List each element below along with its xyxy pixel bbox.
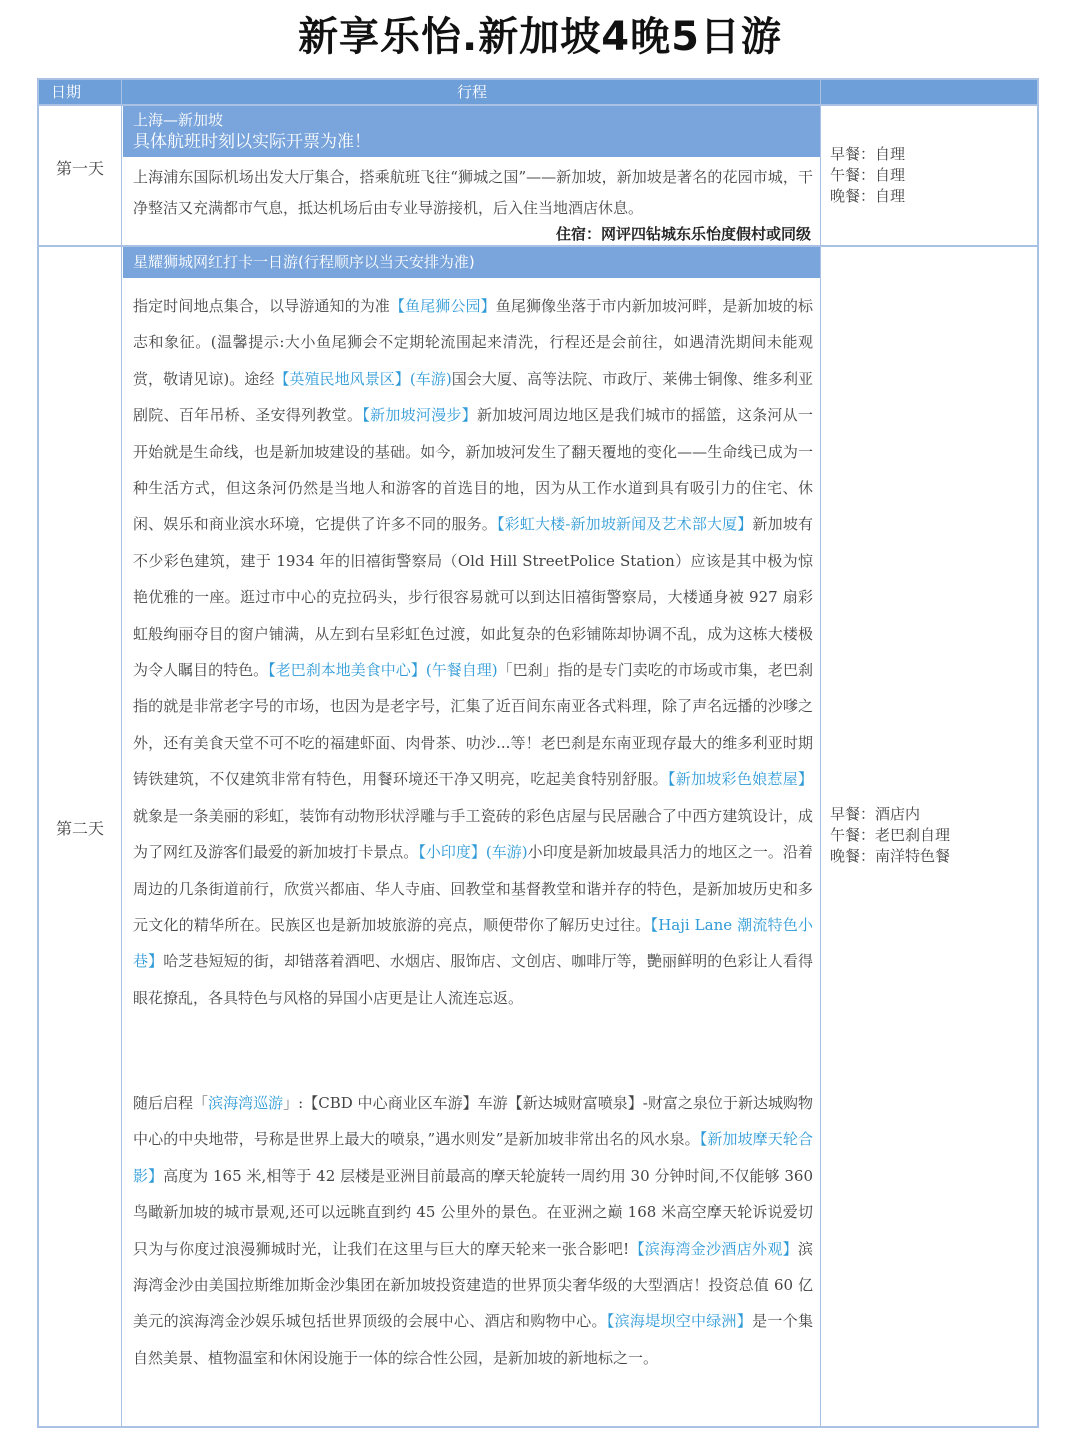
day2-date: 第二天 [55,819,104,838]
day2-band-title: 星耀狮城网红打卡一日游(行程顺序以当天安排为准) [133,253,475,271]
attraction-highlight: 【新加坡河漫步】 [362,406,478,425]
itinerary-text: 滨海湾金沙由美国拉斯维加斯金沙集团在新加坡投资建造的世界顶尖奢华级的大型酒店！投资总值 60 亿美元的滨海湾金沙娱乐城包括世界顶级的会展中心、酒店和购物中心。 [133,1239,813,1331]
attraction-highlight: 【新加坡彩色娘惹屋】 [667,770,813,789]
itinerary-text: 新加坡河周边地区是我们城市的摇篮，这条河从一开始就是生命线，也是新加坡建设的基础。如今，新加坡河发生了翻天覆地的变化——生命线已成为一种生活方式，但这条河仍然是当地人和游客的首选目的地，因为从工作水道到具有吸引力的住宅、休闲、娱乐和商业滨水环境，它提供了许多不同的服务。 [133,406,813,534]
attraction-highlight: 【Haji Lane 潮流特色小巷】 [133,915,813,971]
day2-dinner: 晚餐：南洋特色餐 [830,847,951,865]
day1-meals [830,144,1030,207]
itinerary-text: 高度为 165 米,相等于 42 层楼是亚洲目前最高的摩天轮旋转一周约用 30 分钟时间,不仅能够 360 鸟瞰新加坡的城市景观,还可以远眺直到约 45 公里外的景色。在亚洲之巅 168 米高空摩天轮诉说爱切只为与你度过浪漫狮城时光，让我们在这里与巨大的摩天轮来一张合影吧! [133,1166,813,1258]
day2-band [123,247,820,278]
itinerary-text: 指定时间地点集合，以导游通知的为准 [133,297,390,315]
day1-description: 上海浦东国际机场出发大厅集合，搭乘航班飞往“狮城之国”——新加坡，新加坡是著名的花园市城，干净整洁又充满都市气息，抵达机场后由专业导游接机，后入住当地酒店休息。 [133,168,813,217]
attraction-highlight: 【小印度】(车游) [418,843,528,862]
itinerary-text: 是一个集自然美景、植物温室和休闲设施于一体的综合性公园，是新加坡的新地标之一。 [133,1312,813,1367]
itinerary-text: 鱼尾狮像坐落于市内新加坡河畔，是新加坡的标志和象征。(温馨提示:大小鱼尾狮会不定期轮流围起来清洗，行程还是会前往，如遇清洗期间未能观赏，敬请见谅)。途经 [133,297,813,388]
attraction-highlight: 【鱼尾狮公园】 [389,297,496,315]
day2-lunch: 午餐：老巴刹自理 [830,826,951,844]
day1-lunch: 午餐：自理 [830,166,906,184]
day1-date: 第一天 [55,159,104,178]
attraction-highlight: 【彩虹大楼-新加坡新闻及艺术部大厦】 [496,515,753,534]
itinerary-text: 哈芝巷短短的街，却错落着酒吧、水烟店、服饰店、文创店、咖啡厅等，艷丽鲜明的色彩让人看得眼花撩乱，各具特色与风格的异国小店更是让人流连忘返。 [133,952,813,1007]
day1-band [123,106,820,157]
day2-paragraph-1 [133,288,813,1016]
day1-notice: 具体航班时刻以实际开票为准！ [133,132,371,152]
column-divider-meals [820,80,821,1426]
day1-breakfast: 早餐：自理 [830,145,906,163]
itinerary-text: 国会大厦、高等法院、市政厅、莱佛士铜像、维多利亚剧院、百年吊桥、圣安得列教堂。 [133,369,813,425]
itinerary-text: 随后启程「 [133,1094,209,1112]
itinerary-text: 「巴刹」指的是专门卖吃的市场或市集，老巴刹指的就是非常老字号的市场，也因为是老字号，汇集了近百间东南亚各式料理，除了声名远播的沙嗲之外，还有美食天堂不可不吃的福建虾面、肉骨茶、叻沙...等！老巴刹是东南亚现存最大的维多利亚时期铸铁建筑，不仅建筑非常有特色，用餐环境还干净又明亮，吃起美食特别舒服。 [133,661,813,789]
day1-route: 上海—新加坡 [133,111,224,129]
header-date: 日期 [51,83,82,101]
day2-breakfast: 早餐：酒店内 [830,805,921,823]
day1-dinner: 晚餐：自理 [830,187,906,205]
attraction-highlight: 滨海湾巡游 [208,1094,284,1112]
itinerary-text: 」:【CBD 中心商业区车游】车游【新达城财富喷泉】-财富之泉位于新达城购物中心的中央地带，号称是世界上最大的喷泉，”遇水则发”是新加坡非常出名的风水泉。 [133,1094,813,1149]
itinerary-text: 就象是一条美丽的彩虹，装饰有动物形状浮雕与手工瓷砖的彩色店屋与民居融合了中西方建筑设计，成为了网红及游客们最爱的新加坡打卡景点。 [133,806,813,862]
attraction-highlight: 【老巴刹本地美食中心】(午餐自理) [268,661,498,680]
itinerary-text: 小印度是新加坡最具活力的地区之一。沿着周边的几条街道前行，欣赏兴都庙、华人寺庙、回教堂和基督教堂和谐并存的特色，是新加坡历史和多元文化的精华所在。民族区也是新加坡旅游的亮点，顺便带你了解历史过往。 [133,843,813,934]
itinerary-table [37,78,1039,1428]
table-header [39,80,1037,104]
attraction-highlight: 【滨海湾金沙酒店外观】 [629,1239,798,1258]
day2-meals [830,804,1030,867]
day1-accommodation: 住宿：网评四钻城东乐怡度假村或同级 [555,225,811,243]
header-itinerary: 行程 [457,83,488,101]
page-title: 新享乐怡.新加坡4晚5日游 [298,14,782,60]
itinerary-text: 新加坡有不少彩色建筑，建于 1934 年的旧禧街警察局（Old Hill StreetPolice Station）应该是其中极为惊艳优雅的一座。逛过市中心的克拉码头，步行很容易就可以到达旧禧街警察局，大楼通身被 927 扇彩虹般绚丽夺目的窗户铺满，从左到右呈彩虹色过渡，如此复杂的色彩铺陈却协调不乱，成为这栋大楼极为令人瞩目的特色。 [133,515,813,680]
attraction-highlight: 【英殖民地风景区】(车游) [274,369,452,388]
column-divider-date [121,80,122,1426]
attraction-highlight: 【新加坡摩天轮合影】 [133,1130,813,1185]
day2-paragraph-2 [133,1085,813,1376]
attraction-highlight: 【滨海堤坝空中绿洲】 [606,1312,753,1331]
